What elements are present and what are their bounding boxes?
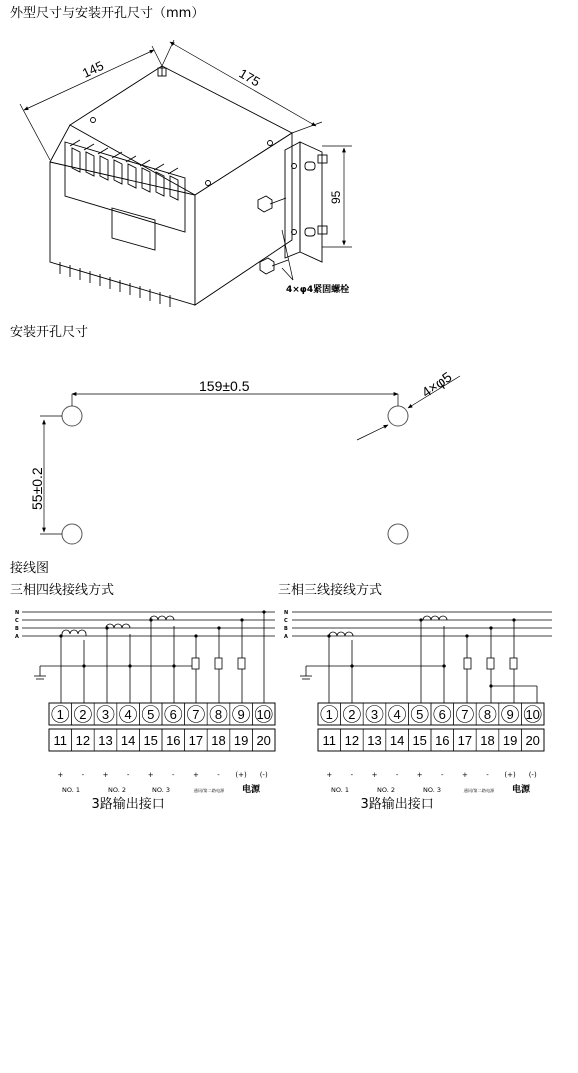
wiring-title-3p3w: 三相三线接线方式	[278, 583, 383, 598]
bolt-note: 4×φ4紧固螺栓	[286, 285, 350, 295]
phase-label: A	[284, 634, 288, 640]
group-label: NO. 1	[331, 786, 349, 794]
terminal-number: 4	[393, 707, 401, 722]
dimension-depth: 145	[79, 57, 106, 81]
mounting-hole	[388, 406, 408, 426]
terminal-number: 19	[233, 733, 249, 748]
terminal-number: 16	[166, 733, 181, 748]
group-label: 通讯/第二路电源	[193, 788, 225, 793]
group-label: 通讯/第二路电源	[463, 788, 495, 793]
cutout-drawing	[40, 376, 460, 544]
dimension-width: 175	[236, 65, 263, 90]
terminal-number: 14	[389, 733, 405, 748]
terminal-number: 1	[325, 707, 333, 722]
phase-label: N	[15, 610, 20, 616]
terminal-number: 15	[412, 733, 427, 748]
group-label: 电源	[511, 785, 531, 795]
terminal-number: 6	[169, 707, 177, 722]
terminal-number: 10	[525, 707, 540, 722]
terminal-number: 19	[502, 733, 518, 748]
terminal-number: 7	[461, 707, 469, 722]
polarity-mark: -	[172, 771, 175, 779]
terminal-number: 2	[79, 707, 87, 722]
mounting-hole	[62, 524, 82, 544]
polarity-mark: +	[416, 771, 423, 779]
dimension-height: 95	[329, 190, 343, 204]
phase-label: C	[284, 618, 288, 624]
terminal-number: 18	[211, 733, 226, 748]
terminal-number: 5	[416, 707, 424, 722]
polarity-mark: (-)	[259, 771, 268, 779]
phase-label: B	[284, 626, 288, 632]
group-label: NO. 3	[423, 786, 441, 794]
terminal-block-right	[284, 610, 544, 812]
terminal-number: 10	[256, 707, 271, 722]
mounting-hole	[388, 524, 408, 544]
wiring-title-3p4w: 三相四线接线方式	[10, 583, 115, 598]
terminal-number: 1	[56, 707, 64, 722]
terminal-number: 5	[147, 707, 155, 722]
terminal-number: 17	[188, 733, 204, 748]
section-title-dimensions: 外型尺寸与安装开孔尺寸（mm）	[10, 6, 205, 21]
polarity-mark: -	[126, 771, 130, 779]
wiring-diagram-3p3w	[292, 612, 552, 703]
terminal-block-left	[15, 610, 275, 812]
polarity-mark: +	[371, 771, 378, 779]
phase-label: A	[15, 634, 19, 640]
terminal-number: 9	[506, 707, 514, 722]
hole-spacing-vertical: 55±0.2	[29, 467, 45, 510]
terminal-number: 13	[367, 733, 382, 748]
terminal-number: 12	[75, 733, 91, 748]
terminal-number: 15	[143, 733, 158, 748]
terminal-number: 17	[457, 733, 473, 748]
polarity-mark: -	[350, 771, 354, 779]
polarity-mark: -	[441, 771, 444, 779]
polarity-mark: -	[395, 771, 399, 779]
terminal-number: 8	[214, 707, 223, 722]
terminal-number: 3	[370, 707, 379, 722]
terminal-number: 6	[438, 707, 446, 722]
hole-diameter: 4×φ5	[418, 368, 455, 401]
phase-label: B	[15, 626, 19, 632]
terminal-number: 18	[480, 733, 495, 748]
phase-label: N	[284, 610, 289, 616]
terminal-number: 11	[53, 733, 68, 748]
section-title-cutout: 安装开孔尺寸	[10, 325, 89, 340]
wiring-diagram-3p4w	[22, 612, 275, 703]
group-label: NO. 2	[377, 786, 395, 794]
output-interface-label: 3路输出接口	[91, 797, 165, 812]
polarity-mark: (-)	[528, 771, 537, 779]
terminal-number: 13	[98, 733, 113, 748]
terminal-number: 20	[525, 733, 540, 748]
group-label: NO. 1	[62, 786, 80, 794]
terminal-number: 2	[348, 707, 356, 722]
polarity-mark: +	[461, 771, 468, 779]
terminal-number: 4	[124, 707, 132, 722]
mounting-hole	[62, 406, 82, 426]
terminal-number: 20	[256, 733, 271, 748]
meter-isometric-drawing	[50, 66, 327, 307]
junction-dots	[59, 610, 265, 667]
polarity-mark: -	[486, 771, 489, 779]
polarity-mark: (+)	[504, 771, 516, 779]
terminal-number: 16	[435, 733, 450, 748]
junction-dots	[327, 618, 515, 687]
polarity-mark: (+)	[235, 771, 247, 779]
polarity-mark: +	[192, 771, 199, 779]
polarity-mark: -	[217, 771, 220, 779]
terminal-number: 3	[101, 707, 110, 722]
polarity-mark: +	[57, 771, 64, 779]
group-label: NO. 2	[108, 786, 126, 794]
terminal-number: 9	[237, 707, 245, 722]
polarity-mark: -	[81, 771, 85, 779]
polarity-mark: +	[326, 771, 333, 779]
polarity-mark: +	[102, 771, 109, 779]
terminal-number: 14	[120, 733, 136, 748]
terminal-number: 11	[322, 733, 337, 748]
group-label: NO. 3	[152, 786, 170, 794]
terminal-number: 8	[483, 707, 492, 722]
hole-spacing-horizontal: 159±0.5	[199, 378, 250, 394]
group-label: 电源	[241, 785, 261, 795]
output-interface-label: 3路输出接口	[360, 797, 434, 812]
section-title-wiring: 接线图	[10, 561, 50, 576]
polarity-mark: +	[147, 771, 154, 779]
terminal-number: 7	[192, 707, 200, 722]
terminal-number: 12	[344, 733, 360, 748]
phase-label: C	[15, 618, 19, 624]
